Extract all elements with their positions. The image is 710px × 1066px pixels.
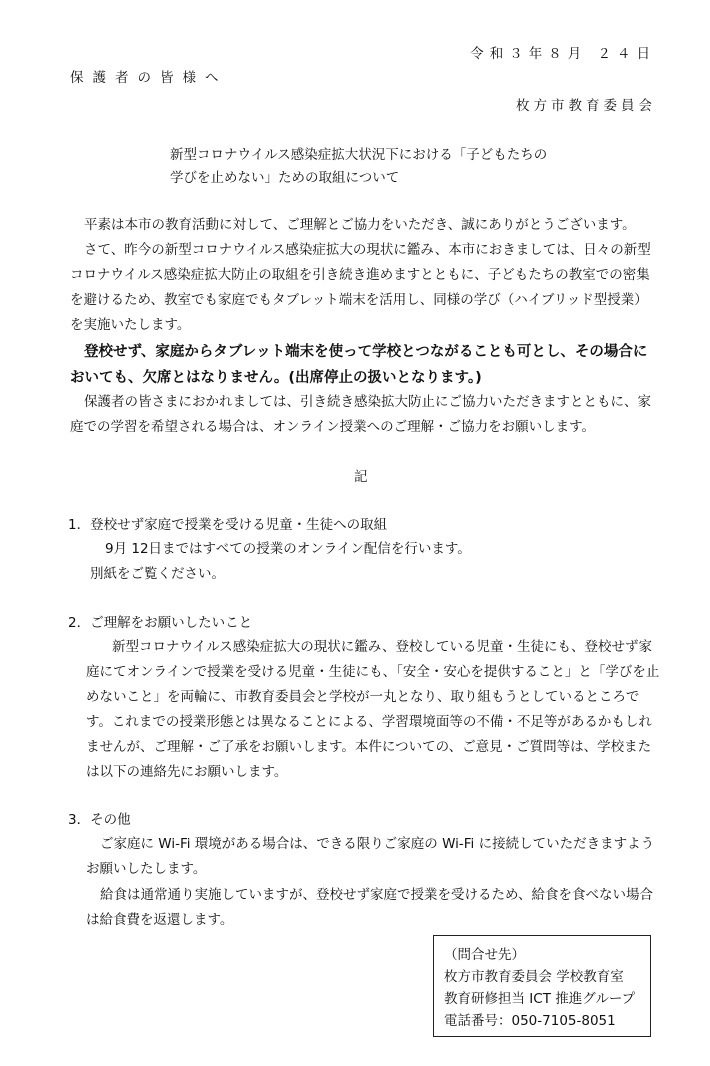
ki-mark: 記 xyxy=(354,469,368,485)
document-title-line-1: 新型コロナウイルス感染症拡大状況下における「子どもたちの xyxy=(170,147,548,163)
sender: 枚方市教育委員会 xyxy=(516,98,656,114)
section-2-heading: 2．ご理解をお願いしたいこと xyxy=(68,615,253,631)
section-1-heading: 1．登校せず家庭で授業を受ける児童・生徒への取組 xyxy=(68,517,388,533)
section-1-line-1: 9月 12日まではすべての授業のオンライン配信を行います。 xyxy=(105,541,471,557)
attendance-notice-text: 登校せず、家庭からタブレット端末を使って学校とつながることも可とし、その場合においても、欠席とはなりません。(出席停止の扱いとなります。) xyxy=(70,344,648,386)
section-3-wifi-paragraph xyxy=(86,832,662,882)
section-3-lunch-paragraph xyxy=(86,883,662,933)
contact-phone: 電話番号：050-7105-8051 xyxy=(444,1013,616,1029)
section-3-heading: 3．その他 xyxy=(68,812,131,828)
contact-office: 枚方市教育委員会 学校教育室 xyxy=(444,969,624,985)
document-title-line-2: 学びを止めない」ための取組について xyxy=(170,170,400,186)
hybrid-paragraph xyxy=(70,238,660,338)
greeting-text: 平素は本市の教育活動に対して、ご理解とご協力をいただき、誠にありがとうございます。 xyxy=(84,217,636,233)
section-3-lunch-text: 給食は通常通り実施していますが、登校せず家庭で授業を受けるため、給食を食べない場合は給食費を返還します。 xyxy=(86,887,653,928)
attendance-notice xyxy=(70,339,660,391)
section-3-wifi-text: ご家庭に Wi-Fi 環境がある場合は、できる限りご家庭の Wi-Fi に接続していただきますようお願いしたします。 xyxy=(86,836,655,877)
contact-box xyxy=(433,935,651,1037)
contact-department: 教育研修担当 ICT 推進グループ xyxy=(444,991,636,1007)
guardian-text: 保護者の皆さまにおかれましては、引き続き感染拡大防止にご協力いただきますとともに、家庭での学習を希望される場合は、オンライン授業へのご理解・ご協力をお願いします。 xyxy=(70,394,651,435)
section-2-text: 新型コロナウイルス感染症拡大の現状に鑑み、登校している児童・生徒にも、登校せず家庭にてオンラインで授業を受ける児童・生徒にも、「安全・安心を提供すること」と「学びを止めないこと」を両輪に、市教育委員会と学校が一丸となり、取り組もうとしているところです。これまでの授業形態とは異なることによる、学習環境面等の不備・不足等があるかもしれませんが、ご理解・ご了承をお願いします。本件についての、ご意見・ご質問等は、学校または以下の連絡先にお願いします。 xyxy=(86,639,660,780)
section-2-paragraph xyxy=(86,635,662,785)
greeting-paragraph xyxy=(70,213,660,238)
section-1-line-2: 別紙をご覧ください。 xyxy=(90,566,225,582)
document-date: 令和３年８月 ２４日 xyxy=(470,46,656,62)
hybrid-text: さて、昨今の新型コロナウイルス感染症拡大の現状に鑑み、本市におきましては、日々の新型コロナウイルス感染症拡大防止の取組を引き続き進めますとともに、子どもたちの教室での密集を避けるため、教室でも家庭でもタブレット端末を活用し、同様の学び（ハイブリッド型授業）を実施いたします。 xyxy=(70,242,651,333)
addressee: 保護者の皆様へ xyxy=(70,70,228,86)
guardian-paragraph xyxy=(70,390,660,440)
contact-label: （問合せ先） xyxy=(444,947,525,963)
